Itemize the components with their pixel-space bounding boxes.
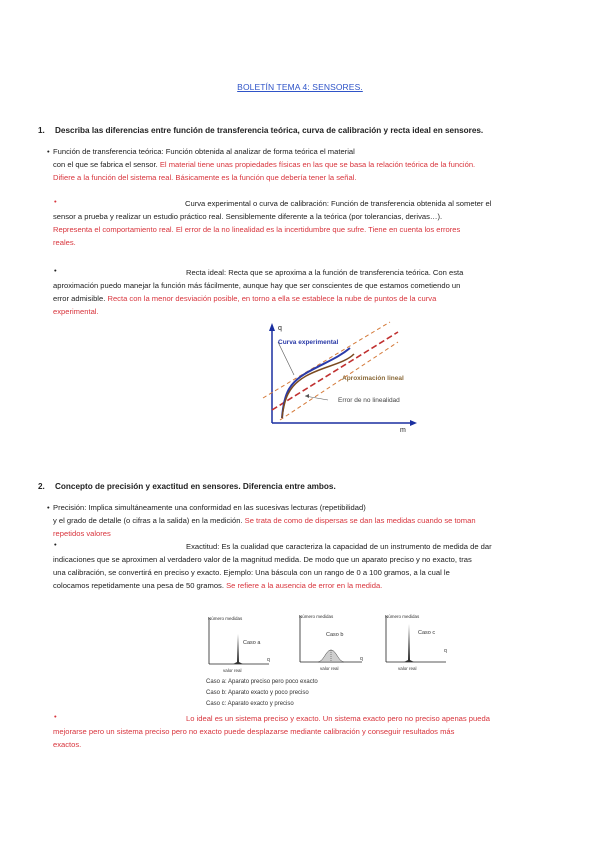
case-b-label: Caso b	[326, 632, 344, 638]
q2-b3-line3: exactos.	[53, 740, 82, 749]
q1-b2-line2: sensor a prueba y realizar un estudio práctico real. Sensiblemente diferente a la teórica (por tolerancias, derivas…).	[53, 212, 443, 221]
xlabel: valor real	[320, 666, 339, 671]
q1-b1-line1: Función de transferencia teórica: Función obtenida al analizar de forma teórica el material	[53, 147, 355, 156]
q2-b1-line1: Precisión: Implica simultáneamente una conformidad en las sucesivas lecturas (repetibilidad)	[53, 503, 366, 512]
q2-b2-line2: indicaciones que se aproximen al verdadero valor de la magnitud medida. De modo que un aparato preciso y no exacto, tras	[53, 555, 472, 564]
histogram-case-a	[203, 612, 273, 674]
q2-b1-line2-red: Se trata de como de dispersas se dan las medidas cuando se toman	[244, 516, 476, 525]
q1-b2-line3: Representa el comportamiento real. El error de la no linealidad es la incertidumbre que sufre. Tiene en cuenta los errores	[53, 225, 461, 234]
q2-b3-line2: mejorarse pero un sistema preciso pero no exacto puede desplazarse mediante calibración y conseguir resultados más	[53, 727, 455, 736]
q1-b3-line1: Recta ideal: Recta que se aproxima a la función de transferencia teórica. Con esta	[186, 268, 464, 277]
question-1-text: Describa las diferencias entre función de transferencia teórica, curva de calibración y recta ideal en sensores.	[55, 126, 484, 135]
axis-q-label: q	[267, 657, 270, 663]
q2-b1-line3: repetidos valores	[53, 529, 111, 538]
q1-b3-line4: experimental.	[53, 307, 99, 316]
bullet-marker: •	[47, 503, 50, 512]
case-c-label: Caso c	[418, 630, 436, 636]
xlabel: valor real	[398, 666, 417, 671]
axis-q-label: q	[360, 656, 363, 662]
narrow-peak-centered	[404, 624, 414, 662]
q1-b1-line2	[53, 158, 475, 171]
bullet-marker: •	[47, 147, 50, 156]
q1-b1-line3: Difiere a la función del sistema real. Básicamente es la función que debería tener la señal.	[53, 173, 357, 182]
caption-case-c: Caso c: Aparato exacto y preciso	[206, 701, 294, 707]
q1-b3-line3	[53, 292, 436, 305]
axis-m-label: m	[400, 427, 406, 434]
q1-b3-line3-black: error admisible.	[53, 294, 106, 303]
page-title: BOLETÍN TEMA 4: SENSORES.	[237, 82, 363, 92]
axis-q-label: q	[444, 648, 447, 654]
transfer-function-figure	[258, 320, 418, 435]
case-a-label: Caso a	[243, 640, 261, 646]
xlabel: valor real	[223, 668, 242, 673]
bullet-marker: •	[54, 197, 57, 206]
x-axis-arrow	[410, 420, 417, 426]
q1-b3-line3-red: Recta con la menor desviación posible, en torno a ella se establece la nube de puntos de la curva	[107, 294, 437, 303]
q2-b1-line2	[53, 514, 476, 527]
q2-b2-line1: Exactitud: Es la cualidad que caracteriza la capacidad de un instrumento de medida de dar	[186, 542, 492, 551]
question-1-number: 1.	[38, 126, 45, 135]
ylabel: Número medidas	[299, 614, 334, 619]
q2-b2-line4	[53, 579, 382, 592]
bullet-marker: •	[54, 540, 57, 549]
caption-case-a: Caso a: Aparato preciso pero poco exacto	[206, 679, 318, 685]
caption-case-b: Caso b: Aparato exacto y poco preciso	[206, 690, 309, 696]
q1-b1-line2-red: El material tiene unas propiedades físicas en las que se basa la relación teórica de la función.	[159, 160, 476, 169]
curve-pointer	[278, 342, 294, 375]
q1-b3-line2: aproximación puedo manejar la función más fácilmente, aunque hay que ser conscientes de que estamos cometiendo un	[53, 281, 461, 290]
axis-q-label: q	[278, 325, 282, 332]
q2-b1-line2-black: y el grado de detalle (o cifras a la salida) en la medición.	[53, 516, 243, 525]
q1-b2-line1: Curva experimental o curva de calibración: Función de transferencia obtenida al someter el	[185, 199, 492, 208]
linear-approximation-label: Aproximación lineal	[342, 375, 404, 382]
q1-b1-line2-black: con el que se fabrica el sensor.	[53, 160, 158, 169]
narrow-peak-offset	[233, 634, 243, 664]
histogram-case-b	[296, 612, 366, 674]
nonlinearity-error-label: Error de no linealidad	[338, 397, 400, 404]
error-pointer-arrow	[305, 394, 309, 398]
y-axis-arrow	[269, 323, 275, 331]
q2-b2-line4-black: colocamos repetidamente una pesa de 50 gramos.	[53, 581, 224, 590]
q2-b3-line1: Lo ideal es un sistema preciso y exacto. Un sistema exacto pero no preciso apenas pueda	[186, 714, 490, 723]
ylabel: Número medidas	[208, 616, 243, 621]
theoretical-curve	[282, 354, 354, 418]
question-2-text: Concepto de precisión y exactitud en sensores. Diferencia entre ambos.	[55, 482, 336, 491]
bullet-marker: •	[54, 266, 57, 275]
q2-b2-line4-red: Se refiere a la ausencia de error en la medida.	[226, 581, 383, 590]
bullet-marker: •	[54, 712, 57, 721]
q1-b2-line4: reales.	[53, 238, 76, 247]
ylabel: Número medidas	[385, 614, 420, 619]
q2-b2-line3: una calibración, se convertirá en preciso y exacto. Ejemplo: Una báscula con un rango de 0 a 100 gramos, a la cual le	[53, 568, 450, 577]
question-2-number: 2.	[38, 482, 45, 491]
histogram-case-c	[382, 612, 452, 674]
experimental-curve	[282, 348, 350, 418]
experimental-curve-label: Curva experimental	[278, 339, 339, 346]
